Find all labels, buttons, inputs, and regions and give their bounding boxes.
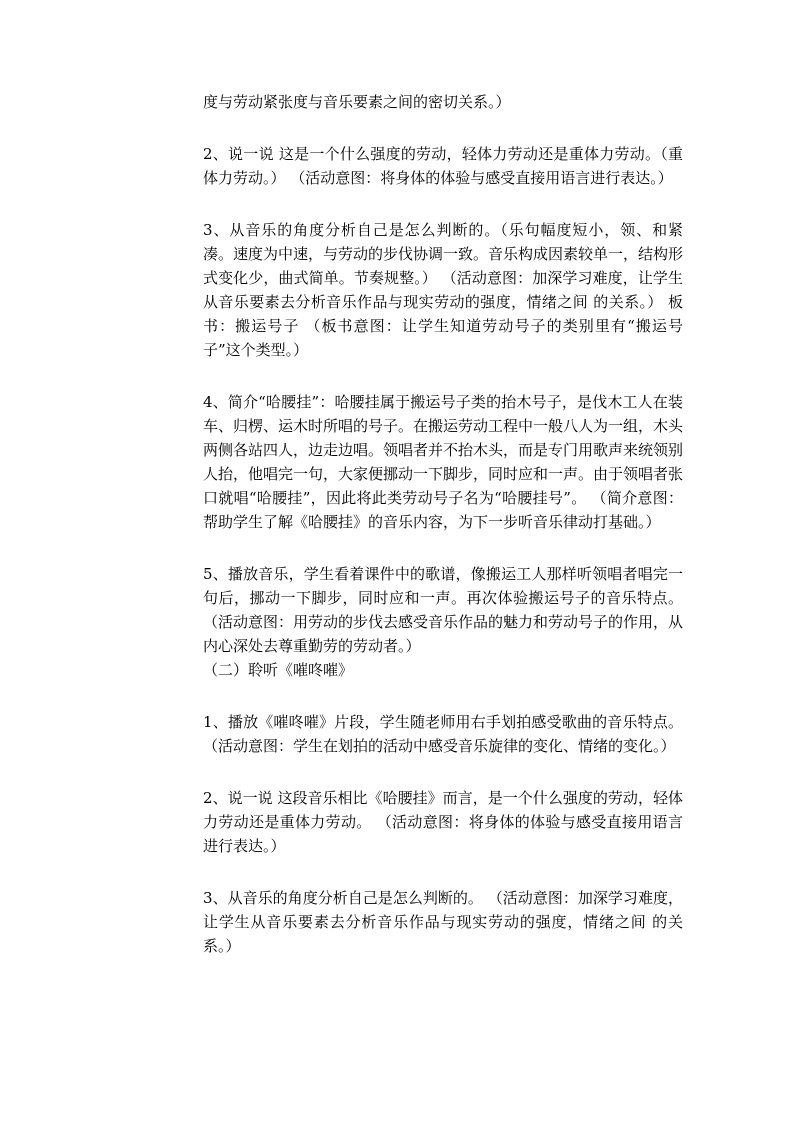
section-heading-listen: （二）聆听《嗺咚嗺》 — [203, 661, 354, 679]
document-page — [203, 90, 683, 958]
paragraph-step-2-say: 2、说一说 这是一个什么强度的劳动，轻体力劳动还是重体力劳动。（重体力劳动。） （活动意图：将身体的体验与感受直接用语言进行表达。） — [203, 145, 683, 187]
paragraph-section2-step-2: 2、说一说 这段音乐相比《哈腰挂》而言，是一个什么强度的劳动，轻体力劳动还是重体力劳动。 （活动意图：将身体的体验与感受直接用语言进行表达。） — [203, 789, 683, 855]
paragraph-continuation: 度与劳动紧张度与音乐要素之间的密切关系。） — [203, 93, 511, 111]
paragraph-section2-step-1: 1、播放《嗺咚嗺》片段，学生随老师用右手划拍感受歌曲的音乐特点。 （活动意图：学生在划拍的活动中感受音乐旋律的变化、情绪的变化。） — [203, 713, 683, 755]
paragraph-section2-step-3: 3、从音乐的角度分析自己是怎么判断的。 （活动意图：加深学习难度，让学生从音乐要素去分析音乐作品与现实劳动的强度，情绪之间 的关系。） — [203, 889, 683, 955]
paragraph-step-4-introduction: 4、简介“哈腰挂”：哈腰挂属于搬运号子类的抬木号子，是伐木工人在装车、归楞、运木时所唱的号子。在搬运劳动工程中一般八人为一组，木头两侧各站四人，边走边唱。领唱者并不抬木头，而是专门用歌声来统领别人抬，他唱完一句，大家便挪动一下脚步，同时应和一声。由于领唱者张口就唱“哈腰挂”，因此将此类劳动号子名为“哈腰挂号”。 （简介意图：帮助学生了解《哈腰挂》的音乐内容，为下一步听音乐律动打基础。） — [203, 393, 684, 531]
paragraph-step-5-play-music: 5、播放音乐，学生看着课件中的歌谱，像搬运工人那样听领唱者唱完一句后，挪动一下脚步，同时应和一声。再次体验搬运号子的音乐特点。 （活动意图：用劳动的步伐去感受音乐作品的魅力和劳动号子的作用，从内心深处去尊重勤劳的劳动者。） — [203, 565, 684, 655]
paragraph-step-3-analysis: 3、从音乐的角度分析自己是怎么判断的。（乐句幅度短小，领、和紧凑。速度为中速，与劳动的步伐协调一致。音乐构成因素较单一，结构形式变化少，曲式简单。节奏规整。） （活动意图：加深学习难度，让学生从音乐要素去分析音乐作品与现实劳动的强度，情绪之间 的关系。） 板书：搬运号子 （板书意图：让学生知道劳动号子的类别里有“搬运号子”这个类型。） — [203, 221, 684, 359]
